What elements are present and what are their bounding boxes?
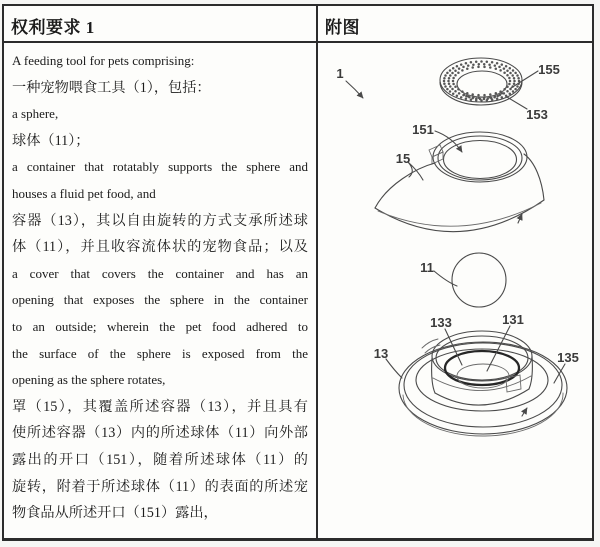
- figure-reference-labels: [336, 62, 578, 365]
- patent-figure: [318, 43, 598, 541]
- claim-line: opening as the sphere rotates,: [12, 372, 166, 388]
- claim-line: 露出的开口（151），随着所述球体（11）的: [12, 451, 308, 468]
- claim-line: 体（11），并且收容流体状的宠物食品；以及: [12, 239, 308, 256]
- claim-line: 罩（15），其覆盖所述容器（13），并且具有: [12, 398, 308, 415]
- figure-ref-label: 153: [526, 107, 548, 122]
- cover-part: [375, 132, 544, 232]
- claim-line: a cover that covers the container and has an: [12, 265, 308, 281]
- figure-ref-label: 155: [538, 62, 560, 77]
- figure-ref-label: 151: [412, 122, 434, 137]
- figure-ref-label: 1: [336, 66, 344, 81]
- claim-column: [4, 6, 318, 538]
- sphere-part: [452, 253, 506, 307]
- container-part: [399, 331, 567, 436]
- figure-ref-label: 11: [420, 260, 434, 275]
- claim-line: a sphere,: [12, 106, 59, 122]
- claim-line: A feeding tool for pets comprising:: [12, 53, 195, 68]
- claim-line: 球体（11）；: [12, 132, 90, 149]
- knurled-ring-part: [440, 58, 522, 105]
- claim-header: 权利要求 1: [4, 6, 316, 43]
- figure-ref-label: 133: [430, 315, 452, 330]
- claim-line: 物食品从所述开口（151）露出，: [12, 505, 218, 522]
- claim-line: 一种宠物喂食工具（1），包括：: [12, 79, 211, 96]
- claim-line: houses a fluid pet food, and: [12, 185, 156, 201]
- claim-line: the surface of the sphere is exposed from the: [12, 345, 308, 361]
- claim-line: a container that rotatably supports the sphere and: [12, 159, 308, 175]
- knurl-texture: [443, 60, 521, 102]
- figure-column: [318, 6, 592, 538]
- claim-line: 旋转，附着于所述球体（11）的表面的所述宠: [12, 478, 308, 495]
- claim-line: 容器（13），其以自由旋转的方式支承所述球: [12, 212, 308, 229]
- claim-text: [4, 43, 316, 527]
- figure-ref-label: 15: [395, 151, 411, 166]
- figure-ref-label: 131: [502, 312, 524, 327]
- claim-line: 使所述容器（13）内的所述球体（11）向外部: [12, 425, 308, 442]
- figure-ref-label: 135: [557, 350, 579, 365]
- claim-line: opening that exposes the sphere in the container: [12, 292, 308, 308]
- figure-header: 附图: [318, 6, 592, 43]
- claim-line: to an outside; wherein the pet food adhered to: [12, 318, 308, 334]
- patent-table: [2, 4, 594, 541]
- figure-ref-label: 13: [373, 346, 389, 361]
